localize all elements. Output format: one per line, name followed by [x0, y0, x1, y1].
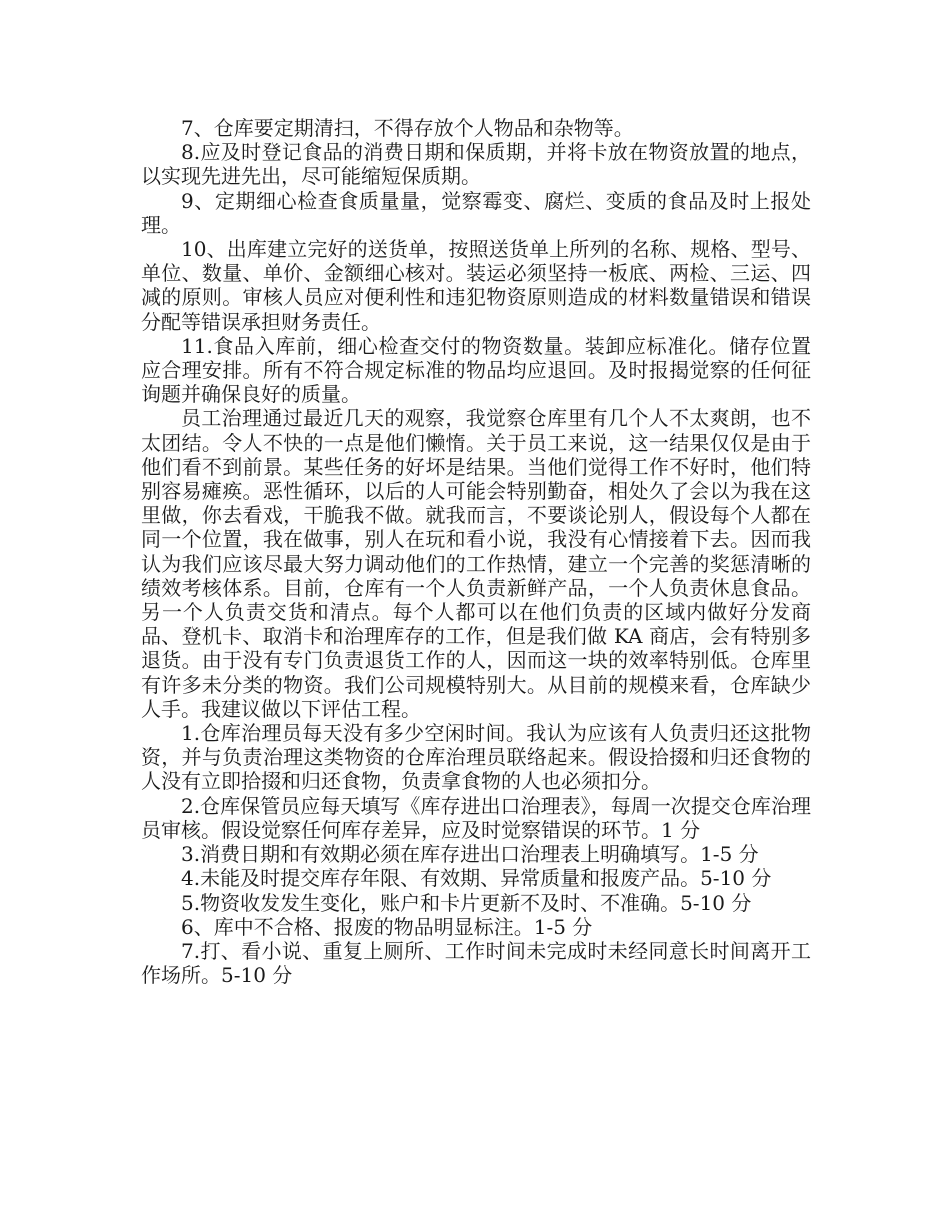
paragraph-rule-9-inspection: 9、定期细心检查食质量量，觉察霉变、腐烂、变质的食品及时上报处理。	[141, 188, 811, 237]
paragraph-assessment-7: 7.打、看小说、重复上厕所、工作时间未完成时未经同意长时间离开工作场所。5-10 分	[141, 938, 811, 988]
paragraph-assessment-2: 2.仓库保管员应每天填写《库存进出口治理表》，每周一次提交仓库治理员审核。假设觉察任何库存差异，应及时觉察错误的环节。1 分	[141, 793, 811, 842]
paragraph-rule-10-outbound: 10、出库建立完好的送货单，按照送货单上所列的名称、规格、型号、单位、数量、单价、金额细心核对。装运必须坚持一板底、两检、三运、四减的原则。审核人员应对便利性和违犯物资原则造成的材料数量错误和错误分配等错误承担财务责任。	[141, 237, 811, 334]
document-body	[141, 116, 811, 987]
paragraph-rule-11-inbound: 11.食品入库前，细心检查交付的物资数量。装卸应标准化。储存位置应合理安排。所有不符合规定标准的物品均应退回。及时报揭觉察的任何征询题并确保良好的质量。	[141, 333, 811, 407]
paragraph-rule-7-cleaning: 7、仓库要定期清扫，不得存放个人物品和杂物等。	[181, 116, 634, 140]
paragraph-assessment-3: 3.消费日期和有效期必须在库存进出口治理表上明确填写。1-5 分	[181, 842, 759, 867]
paragraph-staff-management: 员工治理通过最近几天的观察，我觉察仓库里有几个人不太爽朗，也不太团结。令人不快的一点是他们懒惰。关于员工来说，这一结果仅仅是由于他们看不到前景。某些任务的好坏是结果。当他们觉得工作不好时，他们特别容易瘫痪。恶性循环，以后的人可能会特别勤奋，相处久了会以为我在这里做，你去看戏，干脆我不做。就我而言，不要谈论别人，假设每个人都在同一个位置，我在做事，别人在玩和看小说，我没有心情接着下去。因而我认为我们应该尽最大努力调动他们的工作热情，建立一个完善的奖惩清晰的绩效考核体系。目前，仓库有一个人负责新鲜产品，一个人负责休息食品。另一个人负责交货和清点。每个人都可以在他们负责的区域内做好分发商品、登机卡、取消卡和治理库存的工作，但是我们做 KA 商店，会有特别多退货。由于没有专门负责退货工作的人，因而这一块的效率特别低。仓库里有许多未分类的物资。我们公司规模特别大。从目前的规模来看，仓库缺少人手。我建议做以下评估工程。	[141, 406, 811, 721]
paragraph-assessment-1: 1.仓库治理员每天没有多少空闲时间。我认为应该有人负责归还这批物资，并与负责治理这类物资的仓库治理员联络起来。假设拾掇和归还食物的人没有立即拾掇和归还食物，负责拿食物的人也必须扣分。	[141, 721, 811, 794]
paragraph-rule-8-shelf-life: 8.应及时登记食品的消费日期和保质期，并将卡放在物资放置的地点，以实现先进先出，尽可能缩短保质期。	[141, 140, 811, 189]
paragraph-assessment-6: 6、库中不合格、报废的物品明显标注。1-5 分	[181, 914, 593, 939]
paragraph-assessment-4: 4.未能及时提交库存年限、有效期、异常质量和报废产品。5-10 分	[181, 866, 772, 891]
paragraph-assessment-5: 5.物资收发发生变化，账户和卡片更新不及时、不准确。5-10 分	[181, 890, 752, 915]
